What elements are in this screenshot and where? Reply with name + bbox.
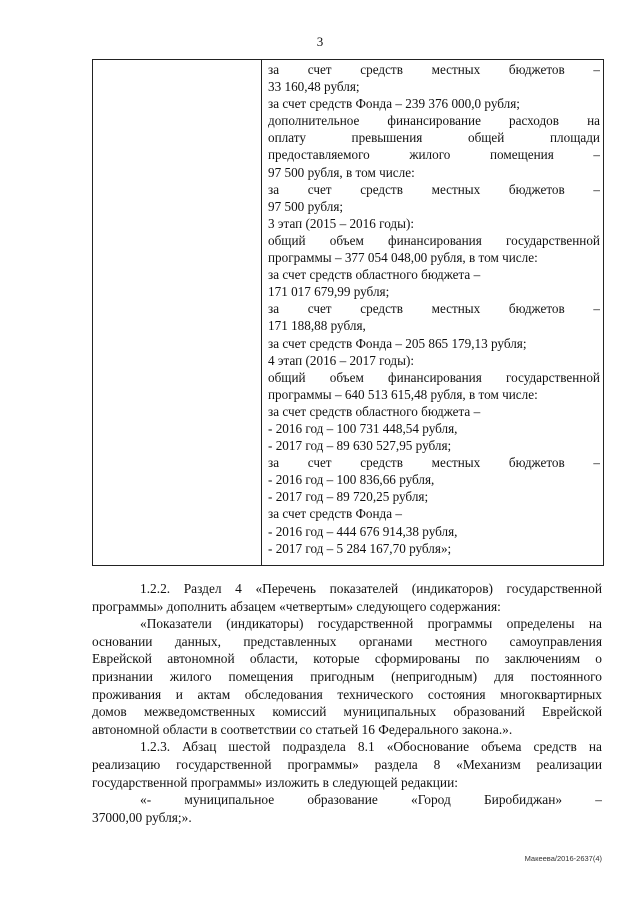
body-text-line: государственной программы» изложить в следующей редакции: <box>92 774 458 790</box>
table-text-line: 4 этап (2016 – 2017 годы): <box>268 352 415 368</box>
table-text-line: 171 188,88 рубля, <box>268 318 366 334</box>
table-text-line: 171 017 679,99 рубля; <box>268 284 390 300</box>
table-text-line: общий объем финансирования государственной <box>268 369 600 385</box>
body-text-line: реализацию государственной программы» раздела 8 «Механизм реализации <box>92 756 602 772</box>
table-text-line: дополнительное финансирование расходов на <box>268 113 600 129</box>
table-text-line: - 2016 год – 444 676 914,38 рубля, <box>268 523 458 539</box>
body-text-line: «- муниципальное образование «Город Биробиджан» – <box>140 792 602 808</box>
table-text-line: за счет средств областного бюджета – <box>268 267 481 283</box>
table-text-line: - 2016 год – 100 836,66 рубля, <box>268 472 435 488</box>
table-text-line: - 2016 год – 100 731 448,54 рубля, <box>268 420 458 436</box>
table-left-column <box>93 60 262 565</box>
table-text-line: за счет средств местных бюджетов – <box>268 455 600 471</box>
body-text-line: 1.2.2. Раздел 4 «Перечень показателей (индикаторов) государственной <box>140 581 602 596</box>
table-right-column <box>262 60 603 565</box>
table-text-line: 97 500 рубля, в том числе: <box>268 164 415 180</box>
body-text-line: 37000,00 рубля;». <box>92 809 192 825</box>
table-text-line: за счет средств Фонда – 205 865 179,13 рубля; <box>268 335 527 351</box>
body-text-line: «Показатели (индикаторы) государственной программы определены на <box>140 616 602 632</box>
table-text-line: за счет средств областного бюджета – <box>268 403 481 419</box>
body-text <box>92 580 602 826</box>
table-text-line: оплату превышения общей площади <box>268 130 600 146</box>
financing-table <box>92 59 604 566</box>
table-text-line: 3 этап (2015 – 2016 годы): <box>268 215 415 231</box>
table-text-line: за счет средств Фонда – 239 376 000,0 рубля; <box>268 96 520 112</box>
body-text-line: 1.2.3. Абзац шестой подраздела 8.1 «Обоснование объема средств на <box>140 739 602 755</box>
table-text-line: - 2017 год – 89 720,25 рубля; <box>268 489 429 505</box>
body-text-line: автономной области в соответствии со статьей 16 Федерального закона.». <box>92 721 513 737</box>
body-text-line: домов межведомственных комиссий муниципальных образований Еврейской <box>92 704 602 720</box>
body-text-line: признании жилого помещения пригодным (непригодным) для постоянного <box>92 668 602 684</box>
table-text-line: программы – 377 054 048,00 рубля, в том числе: <box>268 250 538 266</box>
table-text-line: 33 160,48 рубля; <box>268 79 360 95</box>
table-text-line: - 2017 год – 5 284 167,70 рубля»; <box>268 540 452 556</box>
page-number: 3 <box>316 34 324 49</box>
table-text-line: общий объем финансирования государственной <box>268 232 600 248</box>
body-text-line: Еврейской автономной области, которые сформированы по заключениям о <box>92 651 602 667</box>
table-text-line: предоставляемого жилого помещения – <box>268 147 600 163</box>
table-text-line: - 2017 год – 89 630 527,95 рубля; <box>268 438 452 454</box>
table-text-line: за счет средств местных бюджетов – <box>268 62 600 77</box>
table-text-line: за счет средств местных бюджетов – <box>268 301 600 317</box>
table-text-line: программы – 640 513 615,48 рубля, в том числе: <box>268 386 538 402</box>
table-text-line: за счет средств местных бюджетов – <box>268 181 600 197</box>
footer-code: Макеева/2016-2637(4) <box>524 854 602 863</box>
body-text-line: основании данных, представленных органами местного самоуправления <box>92 633 602 649</box>
table-text-line: 97 500 рубля; <box>268 198 344 214</box>
body-text-line: проживания и актам обследования технического состояния многоквартирных <box>92 686 602 702</box>
table-text-line: за счет средств Фонда – <box>268 506 402 522</box>
body-text-line: программы» дополнить абзацем «четвертым» следующего содержания: <box>92 598 501 614</box>
